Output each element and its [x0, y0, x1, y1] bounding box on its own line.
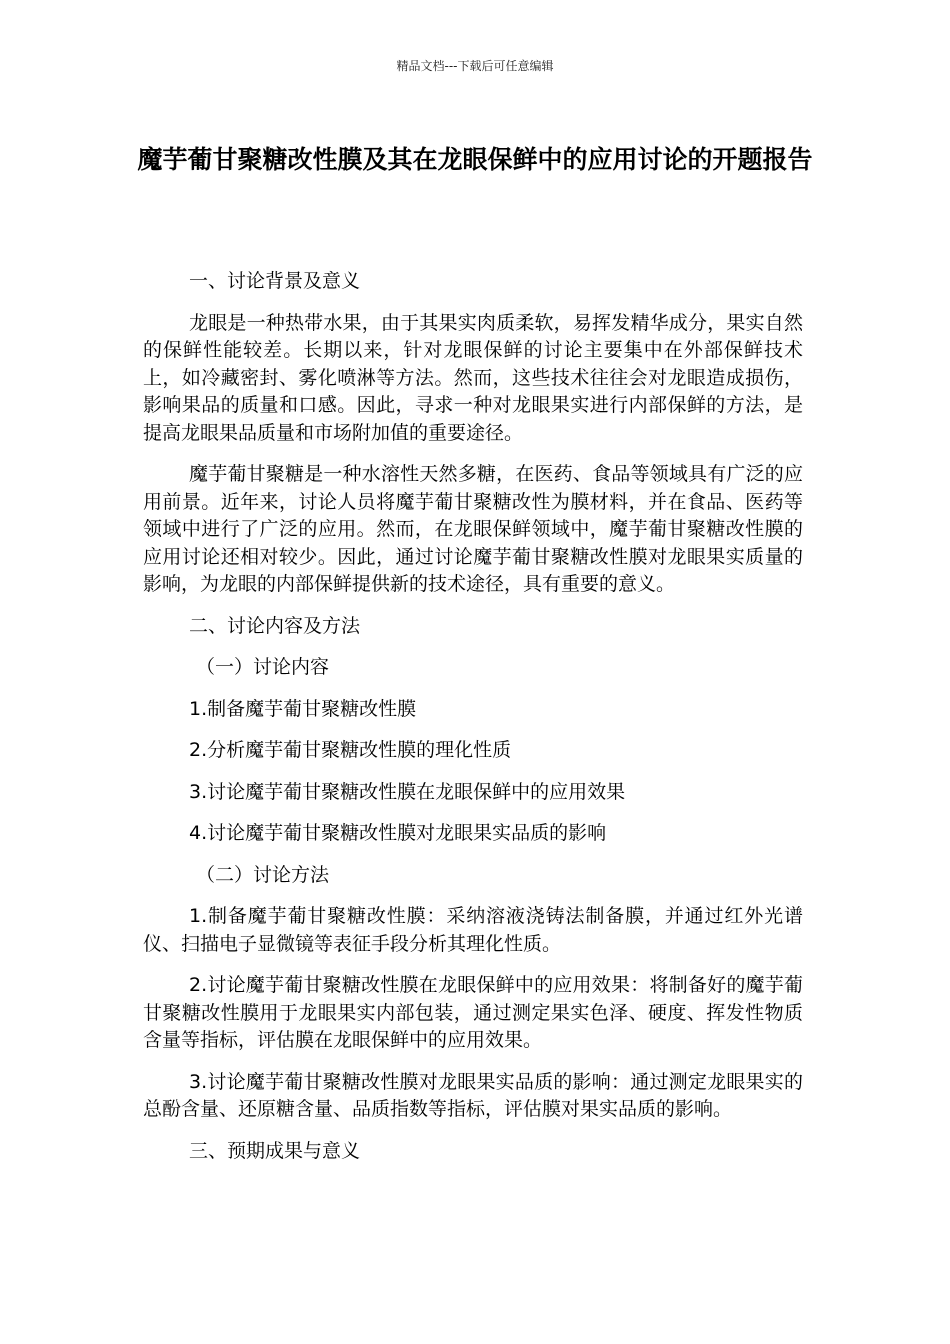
section-heading: 二、讨论内容及方法 [189, 614, 361, 637]
header-note: 精品文档---下载后可任意编辑 [396, 59, 554, 73]
document-body [143, 268, 803, 1179]
body-paragraph: 魔芋葡甘聚糖是一种水溶性天然多糖，在医药、食品等领域具有广泛的应用前景。近年来，讨论人员将魔芋葡甘聚糖改性为膜材料，并在食品、医药等领域中进行了广泛的应用。然而，在龙眼保鲜领域中，魔芋葡甘聚糖改性膜的应用讨论还相对较少。因此，通过讨论魔芋葡甘聚糖改性膜对龙眼果实质量的影响，为龙眼的内部保鲜提供新的技术途径，具有重要的意义。 [143, 463, 803, 595]
section-heading: 一、讨论背景及意义 [189, 270, 361, 292]
list-item: 3.讨论魔芋葡甘聚糖改性膜在龙眼保鲜中的应用效果 [189, 780, 626, 803]
section-heading: 三、预期成果与意义 [189, 1139, 361, 1162]
subsection-heading: （二）讨论方法 [196, 863, 330, 886]
method-paragraph: 3.讨论魔芋葡甘聚糖改性膜对龙眼果实品质的影响：通过测定龙眼果实的总酚含量、还原糖含量、品质指数等指标，评估膜对果实品质的影响。 [143, 1070, 803, 1120]
body-paragraph: 龙眼是一种热带水果，由于其果实肉质柔软，易挥发精华成分，果实自然的保鲜性能较差。长期以来，针对龙眼保鲜的讨论主要集中在外部保鲜技术上，如冷藏密封、雾化喷淋等方法。然而，这些技术往往会对龙眼造成损伤，影响果品的质量和口感。因此，寻求一种对龙眼果实进行内部保鲜的方法，是提高龙眼果品质量和市场附加值的重要途径。 [143, 311, 803, 444]
method-paragraph: 1.制备魔芋葡甘聚糖改性膜：采纳溶液浇铸法制备膜，并通过红外光谱仪、扫描电子显微镜等表征手段分析其理化性质。 [143, 905, 803, 955]
method-paragraph: 2.讨论魔芋葡甘聚糖改性膜在龙眼保鲜中的应用效果：将制备好的魔芋葡甘聚糖改性膜用于龙眼果实内部包装，通过测定果实色泽、硬度、挥发性物质含量等指标，评估膜在龙眼保鲜中的应用效果。 [143, 974, 803, 1051]
document-title: 魔芋葡甘聚糖改性膜及其在龙眼保鲜中的应用讨论的开题报告 [137, 145, 813, 174]
subsection-heading: （一）讨论内容 [196, 656, 330, 678]
list-item: 4.讨论魔芋葡甘聚糖改性膜对龙眼果实品质的影响 [189, 822, 607, 844]
list-item: 2.分析魔芋葡甘聚糖改性膜的理化性质 [189, 739, 512, 761]
list-item: 1.制备魔芋葡甘聚糖改性膜 [189, 697, 417, 720]
